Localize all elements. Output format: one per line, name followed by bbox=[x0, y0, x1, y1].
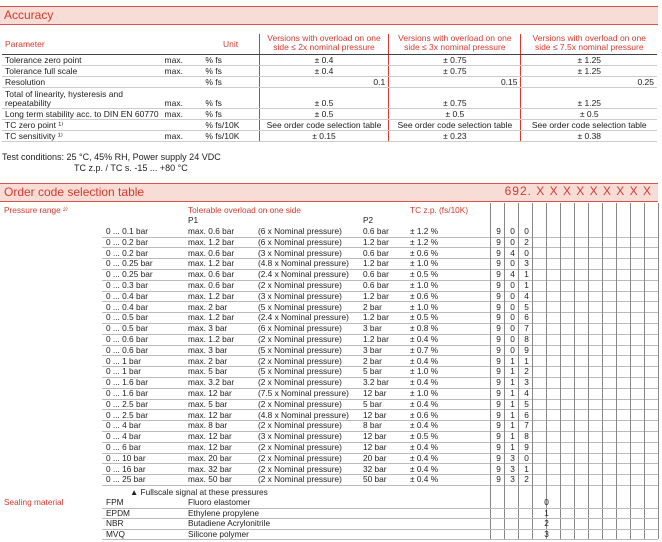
row-v3: ± 0.5 bbox=[521, 109, 657, 120]
order-code-digit: 9 bbox=[496, 388, 501, 398]
version-2-header: Versions with overload on one side ≤ 3x nominal pressure bbox=[389, 34, 521, 55]
overload-multiplier: (4.8 x Nominal pressure) bbox=[258, 409, 349, 420]
row-param: Resolution bbox=[2, 77, 162, 88]
order-code-digit: 1 bbox=[524, 269, 529, 280]
row-divider bbox=[102, 518, 658, 519]
tc-zero-point: ± 0.6 % bbox=[410, 290, 439, 301]
pressure-range: 0 ... 0.6 bar bbox=[106, 344, 148, 355]
overload-multiplier: (5 x Nominal pressure) bbox=[258, 301, 342, 312]
tc-zero-point: ± 0.5 % bbox=[410, 312, 439, 323]
p1-overload: max. 3.2 bar bbox=[188, 377, 235, 388]
row-qualifier: max. bbox=[162, 131, 203, 142]
order-code-digit: 9 bbox=[496, 280, 501, 290]
overload-multiplier: (2.4 x Nominal pressure) bbox=[258, 312, 349, 323]
order-code-digit: 5 bbox=[524, 398, 529, 409]
order-code-pattern: 692. X X X X X X X X X bbox=[504, 184, 652, 198]
code-column-line bbox=[532, 203, 533, 539]
accuracy-row bbox=[2, 120, 657, 131]
tc-zero-point: ± 0.5 % bbox=[410, 269, 439, 280]
test-conditions-line-1: Test conditions: 25 °C, 45% RH, Power supply 24 VDC bbox=[2, 152, 221, 162]
pressure-range: 0 ... 4 bar bbox=[106, 431, 142, 442]
overload-multiplier: (2.4 x Nominal pressure) bbox=[258, 269, 349, 280]
tc-zero-point: ± 1.0 % bbox=[410, 280, 439, 290]
row-v2: ± 0.75 bbox=[389, 88, 521, 109]
code-column-line bbox=[602, 203, 603, 539]
sealing-name: Silicone polymer bbox=[188, 528, 249, 539]
order-code-digit: 5 bbox=[524, 301, 529, 312]
order-code-digit: 6 bbox=[524, 312, 529, 323]
pressure-range: 0 ... 2.5 bar bbox=[106, 398, 148, 409]
order-code-digit: 0 bbox=[524, 452, 529, 463]
order-code-digit: 4 bbox=[510, 269, 515, 280]
row-qualifier: max. bbox=[162, 55, 203, 66]
sealing-code: EPDM bbox=[106, 507, 130, 518]
tc-zero-point: ± 0.7 % bbox=[410, 344, 439, 355]
p2-overload: 50 bar bbox=[363, 474, 387, 485]
row-qualifier bbox=[162, 77, 203, 88]
p2-overload: 5 bar bbox=[363, 366, 382, 377]
p2-overload: 0.6 bar bbox=[363, 247, 389, 258]
accuracy-table bbox=[2, 34, 657, 142]
code-column-line bbox=[518, 203, 519, 539]
tc-zero-point: ± 0.6 % bbox=[410, 247, 439, 258]
tc-zero-point: ± 0.4 % bbox=[410, 334, 439, 344]
overload-multiplier: (6 x Nominal pressure) bbox=[258, 236, 342, 247]
code-column-line bbox=[616, 203, 617, 539]
order-code-digit: 9 bbox=[496, 226, 501, 236]
order-code-digit: 9 bbox=[496, 442, 501, 452]
sealing-name: Butadiene Acrylonitrile bbox=[188, 518, 271, 528]
pressure-range: 0 ... 0.6 bar bbox=[106, 334, 148, 344]
sealing-code: FPM bbox=[106, 497, 124, 507]
p1-overload: max. 1.2 bar bbox=[188, 290, 235, 301]
overload-multiplier: (2 x Nominal pressure) bbox=[258, 377, 342, 388]
pressure-range: 0 ... 0.5 bar bbox=[106, 323, 148, 334]
fullscale-footnote: ▲ Fullscale signal at these pressures bbox=[130, 487, 268, 497]
order-code-digit: 3 bbox=[524, 258, 529, 269]
order-code-digit: 9 bbox=[496, 409, 501, 420]
row-v3: ± 0.38 bbox=[521, 131, 657, 142]
order-code-digit: 9 bbox=[496, 301, 501, 312]
row-divider bbox=[102, 539, 658, 540]
pressure-range: 0 ... 0.5 bar bbox=[106, 312, 148, 323]
order-code-digit: 0 bbox=[510, 226, 515, 236]
p2-label: P2 bbox=[363, 215, 374, 225]
pressure-range: 0 ... 0.2 bar bbox=[106, 236, 148, 247]
overload-multiplier: (2 x Nominal pressure) bbox=[258, 398, 342, 409]
tc-label: TC z.p. (fs/10K) bbox=[410, 205, 469, 215]
pressure-range: 0 ... 0.1 bar bbox=[106, 226, 148, 236]
row-param: Tolerance full scale bbox=[2, 66, 162, 77]
order-code-digit: 1 bbox=[510, 420, 515, 431]
version-1-header: Versions with overload on one side ≤ 2x nominal pressure bbox=[259, 34, 388, 55]
p2-overload: 1.2 bar bbox=[363, 290, 389, 301]
tc-zero-point: ± 0.4 % bbox=[410, 442, 439, 452]
order-code-digit: 9 bbox=[496, 474, 501, 485]
order-code-digit: 3 bbox=[524, 377, 529, 388]
p2-overload: 3.2 bar bbox=[363, 377, 389, 388]
tc-zero-point: ± 0.8 % bbox=[410, 323, 439, 334]
order-code-digit: 9 bbox=[496, 323, 501, 334]
tc-zero-point: ± 0.4 % bbox=[410, 377, 439, 388]
overload-multiplier: (3 x Nominal pressure) bbox=[258, 290, 342, 301]
row-divider bbox=[102, 508, 658, 509]
order-code-digit: 2 bbox=[524, 236, 529, 247]
sealing-digit: 1 bbox=[544, 507, 549, 518]
sealing-name: Fluoro elastomer bbox=[188, 497, 251, 507]
overload-multiplier: (2 x Nominal pressure) bbox=[258, 420, 342, 431]
row-divider bbox=[102, 529, 658, 530]
row-v3: See order code selection table bbox=[521, 120, 657, 131]
order-code-digit: 9 bbox=[496, 431, 501, 442]
pressure-range: 0 ... 0.4 bar bbox=[106, 301, 148, 312]
order-code-digit: 9 bbox=[496, 247, 501, 258]
row-param: TC sensitivity ¹⁾ bbox=[2, 131, 162, 142]
order-code-digit: 0 bbox=[510, 258, 515, 269]
row-qualifier: max. bbox=[162, 66, 203, 77]
p2-overload: 2 bar bbox=[363, 301, 382, 312]
order-code-digit: 1 bbox=[510, 442, 515, 452]
code-column-line bbox=[504, 203, 505, 539]
row-unit: % fs bbox=[202, 66, 259, 77]
row-v1: ± 0.5 bbox=[259, 88, 388, 109]
pressure-range: 0 ... 0.2 bar bbox=[106, 247, 148, 258]
pressure-range: 0 ... 0.3 bar bbox=[106, 280, 148, 290]
p1-overload: max. 0.6 bar bbox=[188, 280, 235, 290]
p1-overload: max. 1.2 bar bbox=[188, 258, 235, 269]
row-v3: ± 1.25 bbox=[521, 66, 657, 77]
row-unit: % fs/10K bbox=[202, 120, 259, 131]
order-code-digit: 9 bbox=[496, 269, 501, 280]
order-code-digit: 9 bbox=[496, 366, 501, 377]
row-unit: % fs bbox=[202, 109, 259, 120]
accuracy-header bbox=[0, 6, 658, 25]
p2-overload: 0.6 bar bbox=[363, 226, 389, 236]
p2-overload: 8 bar bbox=[363, 420, 382, 431]
p1-overload: max. 12 bar bbox=[188, 388, 232, 398]
code-column-line bbox=[644, 203, 645, 539]
order-code-digit: 1 bbox=[524, 463, 529, 474]
tc-zero-point: ± 0.4 % bbox=[410, 355, 439, 366]
p2-overload: 0.6 bar bbox=[363, 269, 389, 280]
order-code-digit: 7 bbox=[524, 420, 529, 431]
param-header: Parameter bbox=[2, 34, 162, 55]
tc-zero-point: ± 1.0 % bbox=[410, 388, 439, 398]
tc-zero-point: ± 1.2 % bbox=[410, 226, 439, 236]
p1-overload: max. 50 bar bbox=[188, 474, 232, 485]
row-v2: ± 0.75 bbox=[389, 66, 521, 77]
order-code-digit: 7 bbox=[524, 323, 529, 334]
order-code-digit: 9 bbox=[496, 290, 501, 301]
pressure-range: 0 ... 10 bar bbox=[106, 452, 146, 463]
p2-overload: 12 bar bbox=[363, 442, 387, 452]
overload-multiplier: (2 x Nominal pressure) bbox=[258, 442, 342, 452]
order-code-digit: 0 bbox=[510, 301, 515, 312]
order-code-digit: 1 bbox=[510, 355, 515, 366]
overload-multiplier: (6 x Nominal pressure) bbox=[258, 226, 342, 236]
order-code-header bbox=[0, 183, 658, 202]
p2-overload: 1.2 bar bbox=[363, 312, 389, 323]
sealing-code: NBR bbox=[106, 518, 124, 528]
overload-multiplier: (2 x Nominal pressure) bbox=[258, 452, 342, 463]
order-code-digit: 9 bbox=[496, 463, 501, 474]
sealing-material-label: Sealing material bbox=[4, 497, 64, 507]
overload-multiplier: (2 x Nominal pressure) bbox=[258, 463, 342, 474]
row-v1: ± 0.15 bbox=[259, 131, 388, 142]
p1-overload: max. 20 bar bbox=[188, 452, 232, 463]
p1-overload: max. 12 bar bbox=[188, 442, 232, 452]
sealing-digit: 0 bbox=[544, 497, 549, 507]
p2-overload: 3 bar bbox=[363, 323, 382, 334]
p1-overload: max. 2 bar bbox=[188, 301, 228, 312]
order-code-digit: 8 bbox=[524, 334, 529, 344]
p2-overload: 12 bar bbox=[363, 388, 387, 398]
order-code-digit: 1 bbox=[524, 280, 529, 290]
row-v1: ± 0.5 bbox=[259, 109, 388, 120]
code-column-line bbox=[630, 203, 631, 539]
row-v2: ± 0.75 bbox=[389, 55, 521, 66]
row-unit: % fs bbox=[202, 88, 259, 109]
p2-overload: 32 bar bbox=[363, 463, 387, 474]
overload-multiplier: (3 x Nominal pressure) bbox=[258, 247, 342, 258]
code-column-line bbox=[490, 203, 491, 539]
order-code-digit: 0 bbox=[510, 344, 515, 355]
order-code-digit: 0 bbox=[510, 290, 515, 301]
p1-overload: max. 12 bar bbox=[188, 431, 232, 442]
code-column-line bbox=[658, 203, 659, 539]
p2-overload: 20 bar bbox=[363, 452, 387, 463]
p2-overload: 3 bar bbox=[363, 344, 382, 355]
order-code-digit: 8 bbox=[524, 431, 529, 442]
order-code-digit: 1 bbox=[510, 409, 515, 420]
code-column-line bbox=[546, 203, 547, 539]
tc-zero-point: ± 0.4 % bbox=[410, 452, 439, 463]
test-conditions bbox=[2, 152, 221, 174]
version-3-header: Versions with overload on one side ≤ 7.5x nominal pressure bbox=[521, 34, 657, 55]
sealing-code: MVQ bbox=[106, 528, 125, 539]
pressure-range: 0 ... 16 bar bbox=[106, 463, 146, 474]
tc-zero-point: ± 0.4 % bbox=[410, 420, 439, 431]
order-code-digit: 0 bbox=[510, 236, 515, 247]
pressure-range: 0 ... 2.5 bar bbox=[106, 409, 148, 420]
accuracy-row bbox=[2, 55, 657, 66]
pressure-range: 0 ... 4 bar bbox=[106, 420, 142, 431]
p1-overload: max. 0.6 bar bbox=[188, 247, 235, 258]
p1-overload: max. 1.2 bar bbox=[188, 236, 235, 247]
row-v1: 0.1 bbox=[259, 77, 388, 88]
row-qualifier: max. bbox=[162, 88, 203, 109]
order-code-digit: 1 bbox=[510, 431, 515, 442]
p2-overload: 12 bar bbox=[363, 431, 387, 442]
p2-overload: 1.2 bar bbox=[363, 236, 389, 247]
accuracy-row bbox=[2, 109, 657, 120]
order-code-digit: 9 bbox=[496, 398, 501, 409]
overload-multiplier: (5 x Nominal pressure) bbox=[258, 344, 342, 355]
row-v3: 0.25 bbox=[521, 77, 657, 88]
row-v1: See order code selection table bbox=[259, 120, 388, 131]
p2-overload: 5 bar bbox=[363, 398, 382, 409]
row-unit: % fs bbox=[202, 77, 259, 88]
p1-overload: max. 1.2 bar bbox=[188, 312, 235, 323]
accuracy-row bbox=[2, 131, 657, 142]
p2-overload: 1.2 bar bbox=[363, 334, 389, 344]
row-param: TC zero point ¹⁾ bbox=[2, 120, 162, 131]
row-unit: % fs/10K bbox=[202, 131, 259, 142]
order-code-digit: 9 bbox=[524, 442, 529, 452]
order-code-digit: 3 bbox=[510, 463, 515, 474]
order-code-digit: 4 bbox=[524, 388, 529, 398]
p1-overload: max. 12 bar bbox=[188, 409, 232, 420]
overload-multiplier: (3 x Nominal pressure) bbox=[258, 431, 342, 442]
order-code-digit: 1 bbox=[510, 366, 515, 377]
sealing-digit: 3 bbox=[544, 528, 549, 539]
unit-header: Unit bbox=[202, 34, 259, 55]
overload-multiplier: (2 x Nominal pressure) bbox=[258, 334, 342, 344]
order-code-digit: 9 bbox=[496, 344, 501, 355]
order-code-digit: 3 bbox=[510, 474, 515, 485]
sealing-name: Ethylene propylene bbox=[188, 507, 260, 518]
test-conditions-line-2: TC z.p. / TC s. -15 ... +80 °C bbox=[74, 163, 188, 173]
sealing-digit: 2 bbox=[544, 518, 549, 528]
code-column-line bbox=[560, 203, 561, 539]
tc-zero-point: ± 0.4 % bbox=[410, 474, 439, 485]
pressure-range: 0 ... 0.4 bar bbox=[106, 290, 148, 301]
order-code-digit: 1 bbox=[524, 355, 529, 366]
row-unit: % fs bbox=[202, 55, 259, 66]
row-param: Total of linearity, hysteresis and repeatability bbox=[2, 88, 162, 109]
tc-zero-point: ± 0.4 % bbox=[410, 463, 439, 474]
overload-multiplier: (5 x Nominal pressure) bbox=[258, 366, 342, 377]
overload-multiplier: (7.5 x Nominal pressure) bbox=[258, 388, 349, 398]
overload-multiplier: (6 x Nominal pressure) bbox=[258, 323, 342, 334]
order-code-digit: 0 bbox=[510, 280, 515, 290]
tc-zero-point: ± 0.4 % bbox=[410, 398, 439, 409]
p1-overload: max. 3 bar bbox=[188, 323, 228, 334]
order-code-digit: 4 bbox=[524, 290, 529, 301]
pressure-range: 0 ... 0.25 bar bbox=[106, 258, 153, 269]
row-param: Tolerance zero point bbox=[2, 55, 162, 66]
pressure-range-label: Pressure range ²⁾ bbox=[4, 205, 68, 215]
accuracy-row bbox=[2, 88, 657, 109]
overload-label: Tolerable overload on one side bbox=[188, 205, 302, 215]
p1-overload: max. 2 bar bbox=[188, 355, 228, 366]
row-param: Long term stability acc. to DIN EN 60770 bbox=[2, 109, 162, 120]
p1-overload: max. 0.6 bar bbox=[188, 269, 235, 280]
pressure-range: 0 ... 1 bar bbox=[106, 355, 142, 366]
order-code-digit: 9 bbox=[496, 334, 501, 344]
row-qualifier: max. bbox=[162, 109, 203, 120]
order-code-digit: 9 bbox=[496, 420, 501, 431]
tc-zero-point: ± 1.0 % bbox=[410, 366, 439, 377]
order-code-digit: 1 bbox=[510, 388, 515, 398]
p2-overload: 0.6 bar bbox=[363, 280, 389, 290]
order-code-digit: 2 bbox=[524, 366, 529, 377]
p2-overload: 1.2 bar bbox=[363, 258, 389, 269]
accuracy-row bbox=[2, 66, 657, 77]
order-code-digit: 9 bbox=[496, 355, 501, 366]
overload-multiplier: (2 x Nominal pressure) bbox=[258, 280, 342, 290]
overload-multiplier: (4.8 x Nominal pressure) bbox=[258, 258, 349, 269]
order-code-digit: 1 bbox=[510, 377, 515, 388]
order-code-digit: 6 bbox=[524, 409, 529, 420]
pressure-range: 0 ... 1.6 bar bbox=[106, 377, 148, 388]
empty-header bbox=[162, 34, 203, 55]
p1-overload: max. 5 bar bbox=[188, 366, 228, 377]
order-code-digit: 0 bbox=[524, 226, 529, 236]
overload-multiplier: (2 x Nominal pressure) bbox=[258, 355, 342, 366]
tc-zero-point: ± 0.6 % bbox=[410, 409, 439, 420]
overload-multiplier: (2 x Nominal pressure) bbox=[258, 474, 342, 485]
pressure-range: 0 ... 1.6 bar bbox=[106, 388, 148, 398]
order-code-digit: 9 bbox=[496, 258, 501, 269]
row-v2: ± 0.23 bbox=[389, 131, 521, 142]
p2-overload: 2 bar bbox=[363, 355, 382, 366]
order-code-digit: 9 bbox=[524, 344, 529, 355]
pressure-range: 0 ... 6 bar bbox=[106, 442, 142, 452]
p1-overload: max. 1.2 bar bbox=[188, 334, 235, 344]
row-v2: 0.15 bbox=[389, 77, 521, 88]
order-code-digit: 2 bbox=[524, 474, 529, 485]
accuracy-header-row bbox=[2, 34, 657, 55]
pressure-range: 0 ... 0.25 bar bbox=[106, 269, 153, 280]
order-code-digit: 1 bbox=[510, 398, 515, 409]
order-code-title: Order code selection table bbox=[4, 185, 145, 199]
p1-overload: max. 32 bar bbox=[188, 463, 232, 474]
tc-zero-point: ± 0.5 % bbox=[410, 431, 439, 442]
row-v2: ± 0.5 bbox=[389, 109, 521, 120]
row-qualifier bbox=[162, 120, 203, 131]
pressure-range: 0 ... 1 bar bbox=[106, 366, 142, 377]
order-code-digit: 3 bbox=[510, 452, 515, 463]
tc-zero-point: ± 1.0 % bbox=[410, 301, 439, 312]
order-code-digit: 0 bbox=[510, 334, 515, 344]
order-code-digit: 9 bbox=[496, 312, 501, 323]
pressure-range: 0 ... 25 bar bbox=[106, 474, 146, 485]
order-code-digit: 0 bbox=[524, 247, 529, 258]
p1-label: P1 bbox=[188, 215, 199, 225]
code-column-line bbox=[588, 203, 589, 539]
accuracy-row bbox=[2, 77, 657, 88]
row-v3: ± 1.25 bbox=[521, 88, 657, 109]
order-code-digit: 9 bbox=[496, 377, 501, 388]
p1-overload: max. 3 bar bbox=[188, 344, 228, 355]
order-code-digit: 0 bbox=[510, 312, 515, 323]
code-column-line bbox=[574, 203, 575, 539]
p2-overload: 12 bar bbox=[363, 409, 387, 420]
row-v1: ± 0.4 bbox=[259, 66, 388, 77]
order-code-digit: 0 bbox=[510, 323, 515, 334]
order-code-digit: 4 bbox=[510, 247, 515, 258]
tc-zero-point: ± 1.0 % bbox=[410, 258, 439, 269]
p1-overload: max. 8 bar bbox=[188, 420, 228, 431]
p1-overload: max. 5 bar bbox=[188, 398, 228, 409]
row-v3: ± 1.25 bbox=[521, 55, 657, 66]
row-v2: See order code selection table bbox=[389, 120, 521, 131]
order-code-digit: 9 bbox=[496, 452, 501, 463]
tc-zero-point: ± 1.2 % bbox=[410, 236, 439, 247]
accuracy-title: Accuracy bbox=[4, 8, 54, 22]
p1-overload: max. 0.6 bar bbox=[188, 226, 235, 236]
row-v1: ± 0.4 bbox=[259, 55, 388, 66]
order-code-digit: 9 bbox=[496, 236, 501, 247]
